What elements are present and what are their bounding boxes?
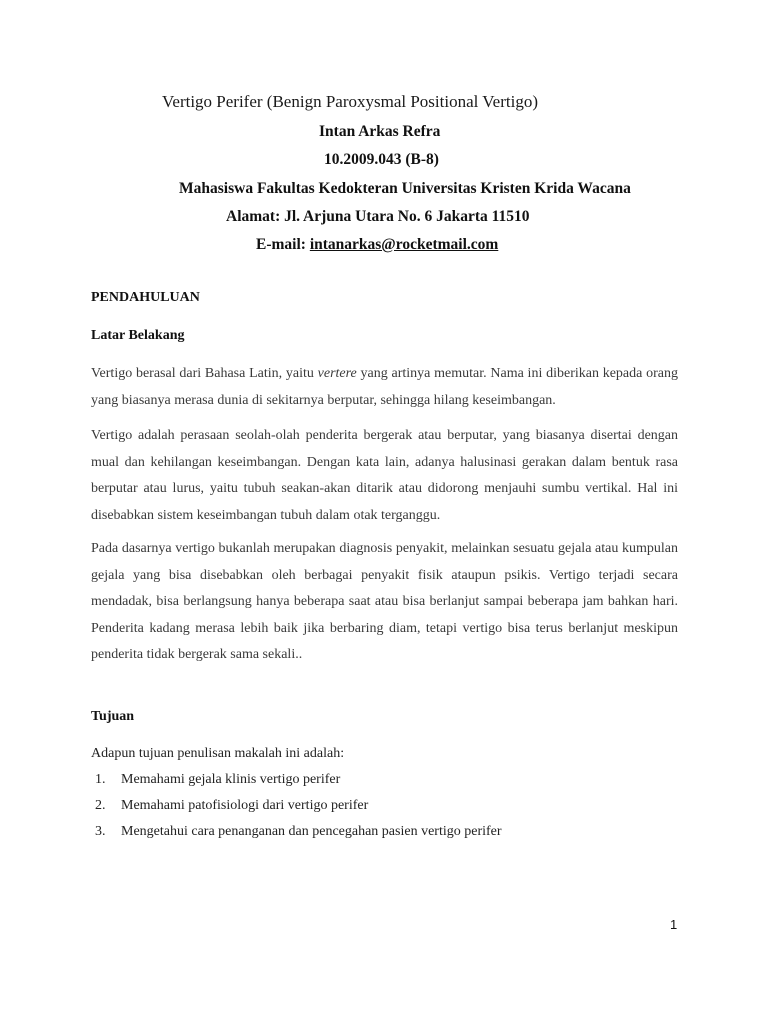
paragraph-1-italic-term: vertere bbox=[317, 366, 357, 381]
section-heading: PENDAHULUAN bbox=[91, 290, 200, 305]
paragraph-3 bbox=[91, 536, 678, 669]
list-item-text: Mengetahui cara penanganan dan pencegahan pasien vertigo perifer bbox=[121, 824, 502, 839]
paragraph-2-text: Vertigo adalah perasaan seolah-olah penderita bergerak atau berputar, yang biasanya disertai dengan mual dan kehilangan keseimbangan. Dengan kata lain, adanya halusinasi gerakan dalam bentuk rasa berputar atau lurus, yaitu tubuh seakan-akan ditarik atau didorong menjauhi sumbu vertikal. Hal ini disebabkan sistem keseimbangan tubuh dalam otak terganggu. bbox=[91, 428, 678, 523]
page-number: 1 bbox=[670, 917, 678, 932]
document-title: Vertigo Perifer (Benign Paroxysmal Positional Vertigo) bbox=[162, 92, 538, 111]
list-item-number: 3. bbox=[95, 824, 106, 839]
paragraph-1 bbox=[91, 361, 678, 414]
list-item bbox=[95, 798, 368, 814]
paragraph-3-text: Pada dasarnya vertigo bukanlah merupakan diagnosis penyakit, melainkan sesuatu gejala atau kumpulan gejala yang bisa disebabkan oleh berbagai penyakit fisik ataupun psikis. Vertigo terjadi secara mendadak, bisa berlangsung hanya beberapa saat atau bisa berlanjut sampai beberapa jam bahkan hari. Penderita kadang merasa lebih baik jika berbaring diam, tetapi vertigo bisa terus berlanjut meskipun penderita tidak bergerak sama sekali.. bbox=[91, 541, 678, 662]
tujuan-intro: Adapun tujuan penulisan makalah ini adalah: bbox=[91, 746, 345, 761]
paragraph-2 bbox=[91, 423, 678, 529]
email-label: E-mail: bbox=[256, 236, 310, 253]
list-item-text: Memahami gejala klinis vertigo perifer bbox=[121, 772, 341, 787]
tujuan-heading: Tujuan bbox=[91, 709, 135, 724]
student-id: 10.2009.043 (B-8) bbox=[324, 151, 439, 168]
email-line bbox=[256, 236, 498, 254]
author-name: Intan Arkas Refra bbox=[319, 123, 441, 140]
list-item bbox=[95, 772, 340, 788]
subsection-heading: Latar Belakang bbox=[91, 328, 185, 343]
address: Alamat: Jl. Arjuna Utara No. 6 Jakarta 11510 bbox=[226, 208, 530, 225]
list-item-text: Memahami patofisiologi dari vertigo perifer bbox=[121, 798, 369, 813]
list-item bbox=[95, 824, 502, 840]
list-item-number: 2. bbox=[95, 798, 106, 813]
affiliation: Mahasiswa Fakultas Kedokteran Universitas Kristen Krida Wacana bbox=[179, 180, 631, 197]
paragraph-1-end: yang artinya memutar. Nama ini diberikan kepada orang yang biasanya merasa dunia di sekitarnya berputar, sehingga hilang keseimbangan. bbox=[91, 366, 678, 408]
email-link[interactable]: intanarkas@rocketmail.com bbox=[309, 236, 499, 253]
paragraph-1-start: Vertigo berasal dari Bahasa Latin, yaitu bbox=[91, 366, 318, 381]
list-item-number: 1. bbox=[95, 772, 106, 787]
